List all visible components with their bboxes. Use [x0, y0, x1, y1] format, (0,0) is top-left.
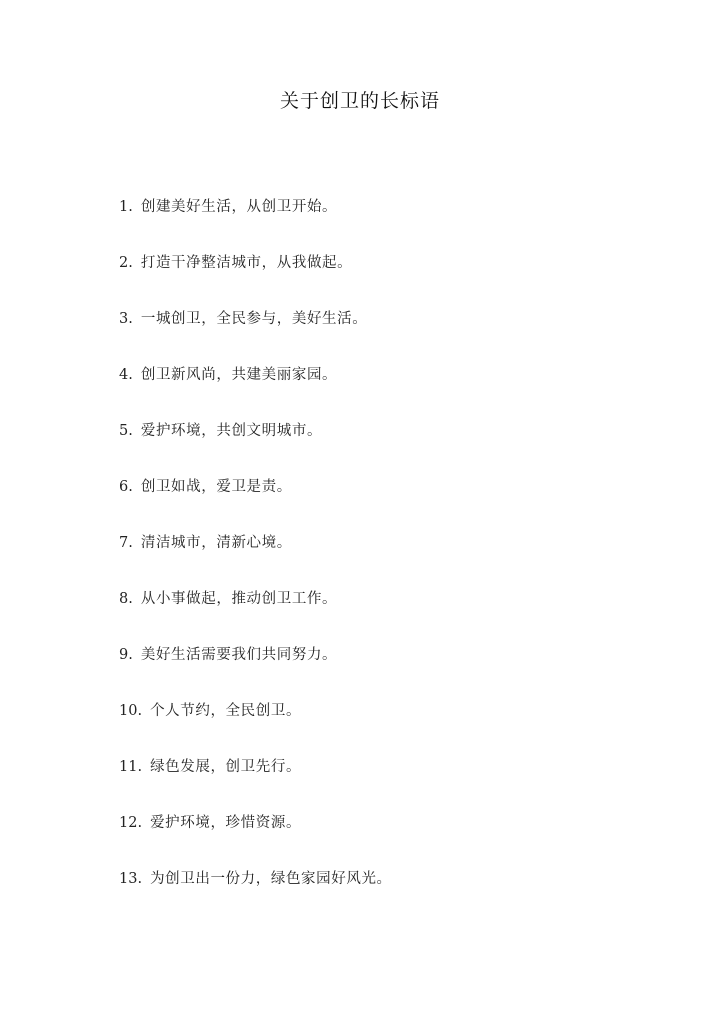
- list-item: [119, 475, 392, 531]
- list-item: [119, 867, 392, 923]
- item-text: 爱护环境，珍惜资源。: [150, 815, 302, 831]
- item-number: 2.: [119, 255, 133, 271]
- list-item: [119, 699, 392, 755]
- slogan-list: [119, 195, 392, 923]
- item-text: 创卫新风尚，共建美丽家园。: [140, 367, 338, 383]
- item-number: 1.: [119, 199, 133, 215]
- item-number: 7.: [119, 535, 133, 551]
- item-number: 8.: [119, 591, 133, 607]
- item-text: 美好生活需要我们共同努力。: [140, 647, 338, 663]
- list-item: [119, 643, 392, 699]
- item-text: 为创卫出一份力，绿色家园好风光。: [150, 871, 392, 887]
- item-text: 一城创卫，全民参与，美好生活。: [140, 311, 368, 327]
- item-text: 绿色发展，创卫先行。: [150, 759, 302, 775]
- item-text: 打造干净整洁城市，从我做起。: [140, 255, 353, 271]
- item-number: 5.: [119, 423, 133, 439]
- list-item: [119, 531, 392, 587]
- item-text: 从小事做起，推动创卫工作。: [140, 591, 338, 607]
- item-text: 创卫如战，爱卫是责。: [140, 479, 292, 495]
- list-item: [119, 307, 392, 363]
- item-number: 11.: [119, 759, 143, 775]
- list-item: [119, 419, 392, 475]
- list-item: [119, 587, 392, 643]
- item-text: 个人节约，全民创卫。: [150, 703, 302, 719]
- list-item: [119, 811, 392, 867]
- list-item: [119, 363, 392, 419]
- item-number: 4.: [119, 367, 133, 383]
- item-text: 创建美好生活，从创卫开始。: [140, 199, 338, 215]
- item-number: 13.: [119, 871, 143, 887]
- item-number: 3.: [119, 311, 133, 327]
- list-item: [119, 251, 392, 307]
- item-number: 9.: [119, 647, 133, 663]
- item-number: 10.: [119, 703, 143, 719]
- page-title: 关于创卫的长标语: [279, 90, 440, 112]
- item-text: 清洁城市，清新心境。: [140, 535, 292, 551]
- item-number: 6.: [119, 479, 133, 495]
- list-item: [119, 195, 392, 251]
- item-number: 12.: [119, 815, 143, 831]
- item-text: 爱护环境，共创文明城市。: [140, 423, 323, 439]
- list-item: [119, 755, 392, 811]
